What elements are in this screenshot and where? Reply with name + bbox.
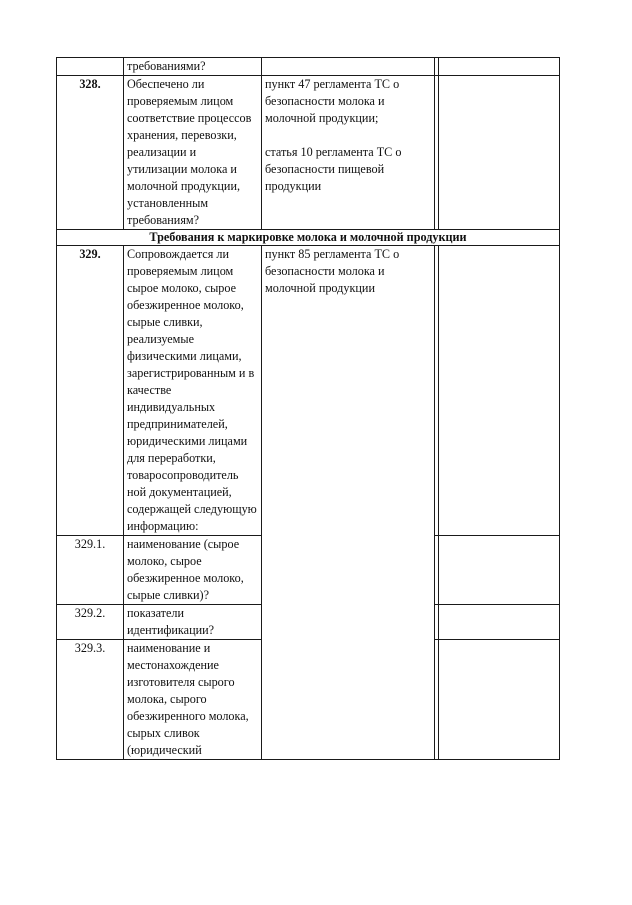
note-cell bbox=[439, 76, 560, 230]
question-cell: показатели идентификации? bbox=[124, 605, 262, 640]
item-number: 329.1. bbox=[57, 536, 124, 605]
question-cell: требованиями? bbox=[124, 58, 262, 76]
item-number: 329. bbox=[57, 246, 124, 536]
item-number: 329.3. bbox=[57, 640, 124, 760]
section-header-row bbox=[57, 230, 560, 246]
item-number: 329.2. bbox=[57, 605, 124, 640]
note-cell bbox=[439, 536, 560, 605]
item-number-cell bbox=[57, 58, 124, 76]
item-number: 328. bbox=[57, 76, 124, 230]
reference-cell bbox=[262, 76, 435, 230]
question-cell: Сопровождается ли проверяемым лицом сырое молоко, сырое обезжиренное молоко, сырые сливки, реализуемые физическими лицами, зарегистрированным и в качестве индивидуальных предпринимателей, юридическими лицами для переработки, товаросопроводитель ной документацией, содержащей следующую информацию: bbox=[124, 246, 262, 536]
reference-text: статья 10 регламента ТС о безопасности пищевой продукции bbox=[265, 145, 402, 193]
reference-text: пункт 85 регламента ТС о безопасности молока и молочной продукции bbox=[265, 247, 400, 295]
table-row bbox=[57, 76, 560, 230]
table-row bbox=[57, 58, 560, 76]
reference-text: пункт 47 регламента ТС о безопасности молока и молочной продукции; bbox=[265, 77, 400, 125]
checklist-table bbox=[56, 57, 560, 760]
question-cell: наименование и местонахождение изготовителя сырого молока, сырого обезжиренного молока, сырых сливок (юридический bbox=[124, 640, 262, 760]
reference-cell bbox=[262, 58, 435, 76]
note-cell bbox=[439, 605, 560, 640]
table-row bbox=[57, 246, 560, 536]
question-cell: наименование (сырое молоко, сырое обезжиренное молоко, сырые сливки)? bbox=[124, 536, 262, 605]
note-cell bbox=[439, 640, 560, 760]
reference-cell bbox=[262, 246, 435, 760]
section-title: Требования к маркировке молока и молочной продукции bbox=[57, 230, 560, 246]
question-cell: Обеспечено ли проверяемым лицом соответствие процессов хранения, перевозки, реализации и утилизации молока и молочной продукции, установленным требованиям? bbox=[124, 76, 262, 230]
note-cell bbox=[439, 246, 560, 536]
note-cell bbox=[439, 58, 560, 76]
